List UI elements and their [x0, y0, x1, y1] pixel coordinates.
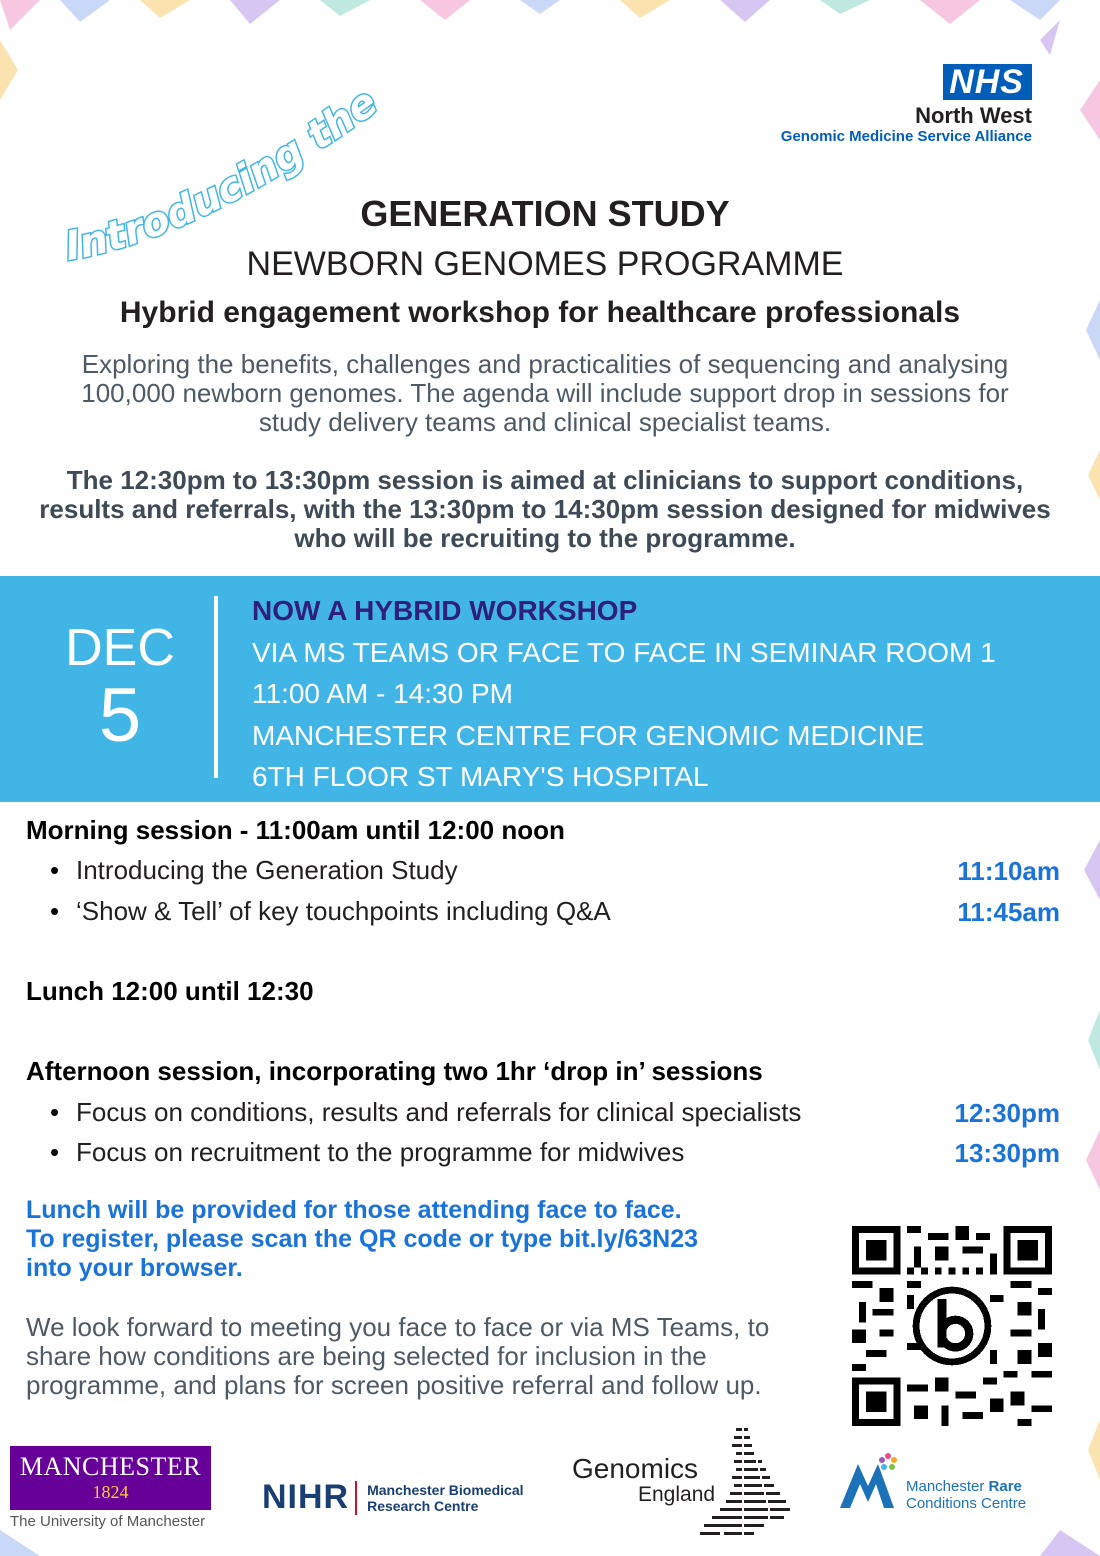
event-line-centre: MANCHESTER CENTRE FOR GENOMIC MEDICINE [252, 719, 925, 751]
morning-heading: Morning session - 11:00am until 12:00 noon [26, 815, 565, 845]
intro-banner-text: Introducing the [61, 80, 386, 270]
england-word: England [638, 1483, 716, 1506]
agenda-item-text: Focus on conditions, results and referrals for clinical specialists [76, 1097, 802, 1127]
workshop-headline: Hybrid engagement workshop for healthcare professionals [119, 296, 961, 329]
agenda-item-time: 11:45am [957, 897, 1060, 927]
page-subtitle: NEWBORN GENOMES PROGRAMME [246, 245, 844, 283]
closing-text: We look forward to meeting you face to face or via MS Teams, to share how conditions are being selected for inclusion in the programme, and plans for screen positive referral and follow up. [26, 1312, 770, 1400]
registration-note [26, 1196, 846, 1283]
event-line-floor: 6TH FLOOR ST MARY'S HOSPITAL [252, 761, 709, 792]
date-month: DEC [65, 619, 175, 677]
bullet: • [50, 1137, 60, 1167]
nhs-logo [781, 64, 1032, 146]
agenda-item-text: Focus on recruitment to the programme for midwives [76, 1137, 685, 1167]
mrcc-m-icon [836, 1450, 900, 1510]
nihr-line-2: Research Centre [367, 1497, 479, 1514]
agenda-item-time: 11:10am [957, 856, 1060, 886]
nihr-divider [355, 1481, 357, 1515]
date-divider [214, 596, 218, 778]
page-title: GENERATION STUDY [360, 193, 730, 234]
session-note: The 12:30pm to 13:30pm session is aimed at clinicians to support conditions, results and referrals, with the 13:30pm to 14:30pm session designed for midwives who will be recruiting to the programme. [39, 465, 1051, 553]
agenda-item-time: 13:30pm [954, 1138, 1060, 1168]
event-line-venue: VIA MS TEAMS OR FACE TO FACE IN SEMINAR ROOM 1 [252, 636, 996, 668]
genomics-word: Genomics [572, 1453, 699, 1484]
registration-line-2: To register, please scan the QR code or type bit.ly/63N23 [26, 1225, 698, 1253]
list-item [50, 896, 1060, 930]
agenda-item-time: 12:30pm [954, 1098, 1060, 1128]
university-of-manchester-logo [10, 1446, 211, 1510]
genomics-england-logo [572, 1454, 715, 1506]
list-item [50, 1097, 1060, 1131]
event-details [252, 590, 996, 798]
mrcc-text [906, 1478, 1026, 1512]
genomics-england-dots-icon [700, 1426, 800, 1538]
date-day: 5 [98, 673, 142, 758]
agenda-item-text: ‘Show & Tell’ of key touchpoints including Q&A [76, 896, 611, 926]
registration-line-1: Lunch will be provided for those attending face to face. [26, 1196, 682, 1224]
qr-code[interactable] [852, 1226, 1052, 1426]
list-item [50, 1137, 1060, 1171]
list-item [50, 855, 1060, 889]
nihr-mark: NIHR [262, 1478, 350, 1516]
mrcc-line-1: Manchester [906, 1478, 989, 1495]
mrcc-bold: Rare [988, 1478, 1022, 1495]
manchester-subtitle: The University of Manchester [10, 1513, 206, 1530]
bullet: • [50, 896, 60, 926]
afternoon-heading: Afternoon session, incorporating two 1hr ‘drop in’ sessions [26, 1056, 763, 1086]
mrcc-line-2: Conditions Centre [906, 1495, 1027, 1512]
event-line-time: 11:00 AM - 14:30 PM [252, 678, 513, 709]
description: Exploring the benefits, challenges and practicalities of sequencing and analysing 100,000 newborn genomes. The agenda will include support drop in sessions for study delivery teams and clinical specialist teams. [81, 349, 1009, 437]
nihr-text [367, 1482, 523, 1514]
nhs-region: North West [915, 103, 1032, 128]
nihr-logo [262, 1478, 524, 1517]
manchester-name: MANCHESTER [19, 1452, 202, 1481]
nhs-alliance: Genomic Medicine Service Alliance [780, 128, 1032, 145]
event-line-hybrid: NOW A HYBRID WORKSHOP [252, 595, 638, 626]
manchester-year: 1824 [92, 1482, 129, 1502]
bullet: • [50, 855, 60, 885]
lunch-heading: Lunch 12:00 until 12:30 [26, 976, 314, 1006]
agenda-item-text: Introducing the Generation Study [76, 855, 458, 885]
nihr-line-1: Manchester Biomedical [367, 1481, 524, 1498]
nhs-badge: NHS [943, 64, 1032, 100]
registration-line-3: into your browser. [26, 1254, 243, 1282]
bullet: • [50, 1097, 60, 1127]
svg-text:Introducing the [62, 80, 386, 270]
